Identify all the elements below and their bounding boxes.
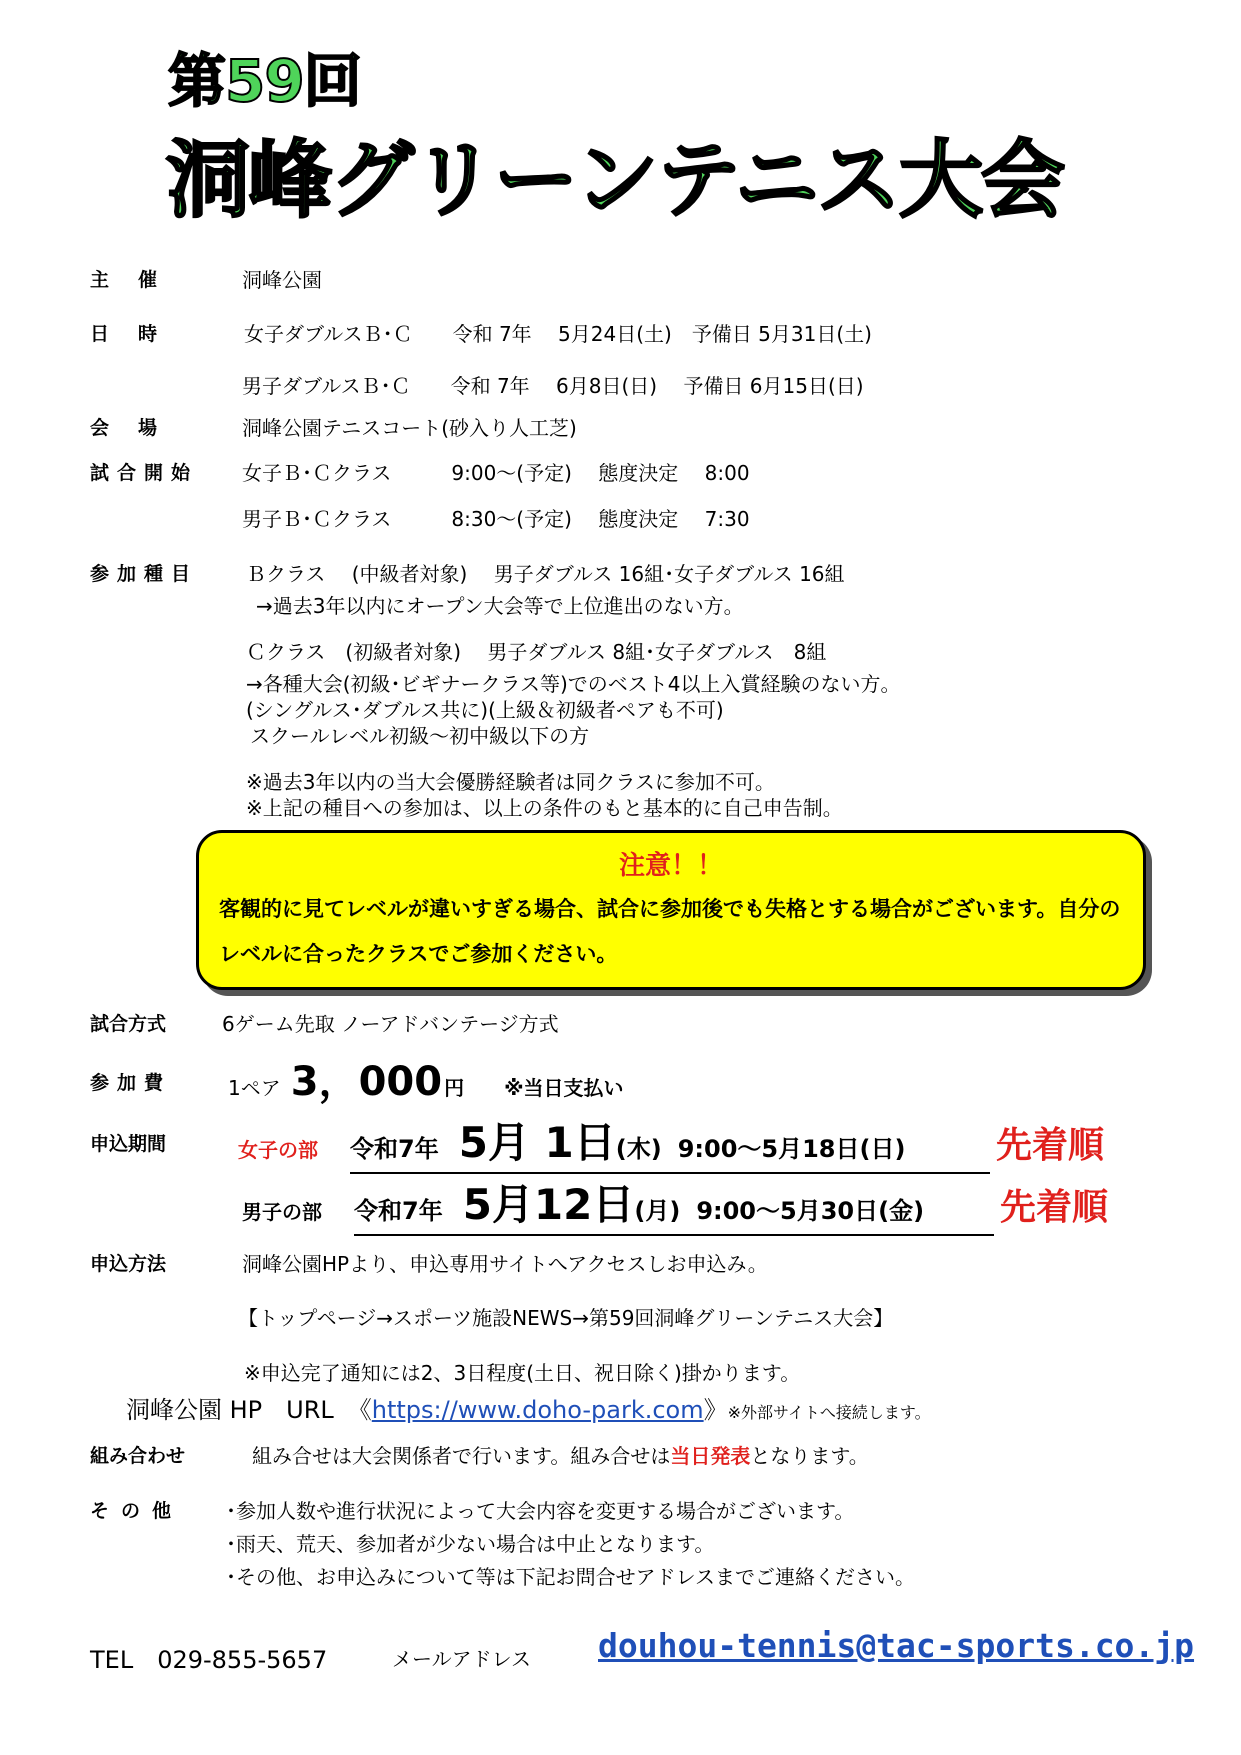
start-women: 女子Ｂ･Ｃクラス 9:00～(予定) 態度決定 8:00 xyxy=(242,461,750,485)
period-men-order: 先着順 xyxy=(1000,1187,1109,1228)
start-men: 男子Ｂ･Ｃクラス 8:30～(予定) 態度決定 7:30 xyxy=(242,507,750,531)
fee-prefix: 1ペア xyxy=(228,1076,281,1100)
period-women-row xyxy=(238,1110,1104,1174)
period-men-row xyxy=(242,1172,1108,1236)
fee-unit: 円 xyxy=(444,1076,465,1100)
events-label: 参加種目 xyxy=(90,563,199,585)
url-close: 》 xyxy=(703,1396,728,1424)
events-b-note: →過去3年以内にオープン大会等で上位進出のない方。 xyxy=(256,594,744,618)
notice-title: 注意！！ xyxy=(618,851,723,881)
pairing-after: となります。 xyxy=(750,1444,869,1468)
url-note: ※外部サイトへ接続します。 xyxy=(727,1403,931,1422)
pairing-highlight: 当日発表 xyxy=(670,1444,751,1468)
pairing-label: 組み合わせ xyxy=(90,1445,186,1467)
period-men-range: 9:00～5月30日(金) xyxy=(696,1197,925,1225)
fee-note: ※当日支払い xyxy=(504,1076,624,1100)
fee-amount: 3，000 xyxy=(290,1059,443,1105)
edition-title: 第59回 xyxy=(168,47,361,115)
fee-row xyxy=(228,1050,624,1107)
events-remark1: ※過去3年以内の当大会優勝経験者は同クラスに参加不可。 xyxy=(246,770,775,794)
venue-value: 洞峰公園テニスコート(砂入り人工芝) xyxy=(242,416,577,440)
method-line1: 洞峰公園HPより、申込専用サイトへアクセスしお申込み。 xyxy=(242,1252,768,1276)
events-c-note2: (シングルス･ダブルス共に)(上級＆初級者ペアも不可) xyxy=(246,698,724,722)
period-women-order: 先着順 xyxy=(996,1125,1105,1166)
dates-label: 日時 xyxy=(90,323,187,345)
fee-label: 参加費 xyxy=(90,1072,172,1094)
other-item-1: ･参加人数や進行状況によって大会内容を変更する場合がございます。 xyxy=(226,1499,855,1523)
notice-body: 客観的に見てレベルが違いすぎる場合、試合に参加後でも失格とする場合がございます。自分のレベルに合ったクラスでご参加ください。 xyxy=(219,897,1121,966)
contact-tel: TEL 029-855-5657 xyxy=(90,1646,328,1674)
url-open: 《 xyxy=(347,1396,372,1424)
url-row xyxy=(126,1390,931,1425)
period-women-underline xyxy=(350,1110,990,1174)
period-men-label: 男子の部 xyxy=(242,1200,322,1224)
method-line2: 【トップページ→スポーツ施設NEWS→第59回洞峰グリーンテニス大会】 xyxy=(238,1306,894,1330)
organizer-value: 洞峰公園 xyxy=(242,268,322,292)
period-women-range: 9:00～5月18日(日) xyxy=(677,1135,906,1163)
events-c-class: Ｃクラス (初級者対象) 男子ダブルス 8組･女子ダブルス 8組 xyxy=(246,640,827,664)
venue-label: 会場 xyxy=(90,417,187,439)
period-women-date: 5月 1日 xyxy=(458,1118,616,1167)
period-women-label: 女子の部 xyxy=(238,1138,318,1162)
contact-email[interactable]: douhou-tennis@tac-sports.co.jp xyxy=(598,1626,1195,1665)
pairing-before: 組み合せは大会関係者で行います。組み合せは xyxy=(252,1444,671,1468)
start-label: 試合開始 xyxy=(90,462,199,484)
organizer-label: 主催 xyxy=(90,269,187,291)
url-label: 洞峰公園 HP URL xyxy=(126,1396,334,1424)
tournament-title: 洞峰グリーンテニス大会 xyxy=(166,131,1063,229)
period-men-underline xyxy=(354,1172,994,1236)
format-value: 6ゲーム先取 ノーアドバンテージ方式 xyxy=(222,1012,559,1036)
other-item-2: ･雨天、荒天、参加者が少ない場合は中止となります。 xyxy=(226,1532,715,1556)
other-label: その他 xyxy=(90,1500,184,1522)
format-label: 試合方式 xyxy=(90,1013,167,1035)
dates-men: 男子ダブルスＢ･Ｃ 令和 7年 6月8日(日) 予備日 6月15日(日) xyxy=(242,374,864,398)
period-women-day: (木) xyxy=(615,1135,662,1163)
pairing-text xyxy=(252,1440,869,1469)
period-men-day: (月) xyxy=(634,1197,681,1225)
notice-box xyxy=(196,830,1146,990)
events-c-note3: スクールレベル初級～初中級以下の方 xyxy=(250,724,590,748)
events-c-note1: →各種大会(初級･ビギナークラス等)でのベスト4以上入賞経験のない方。 xyxy=(246,672,901,696)
dates-women: 女子ダブルスＢ･Ｃ 令和 7年 5月24日(土) 予備日 5月31日(土) xyxy=(244,322,872,346)
events-remark2: ※上記の種目への参加は、以上の条件のもと基本的に自己申告制。 xyxy=(246,796,843,820)
url-link[interactable]: https://www.doho-park.com xyxy=(371,1396,704,1424)
events-b-class: Ｂクラス (中級者対象) 男子ダブルス 16組･女子ダブルス 16組 xyxy=(246,562,845,586)
contact-mail-label: メールアドレス xyxy=(392,1647,531,1671)
period-label: 申込期間 xyxy=(90,1133,167,1155)
period-men-year: 令和7年 xyxy=(354,1197,443,1225)
period-women-year: 令和7年 xyxy=(350,1135,439,1163)
method-label: 申込方法 xyxy=(90,1253,167,1275)
other-item-3: ･その他、お申込みについて等は下記お問合せアドレスまでご連絡ください。 xyxy=(226,1565,915,1589)
period-men-date: 5月12日 xyxy=(462,1180,635,1229)
method-line3: ※申込完了通知には2、3日程度(土日、祝日除く)掛かります。 xyxy=(244,1361,801,1385)
